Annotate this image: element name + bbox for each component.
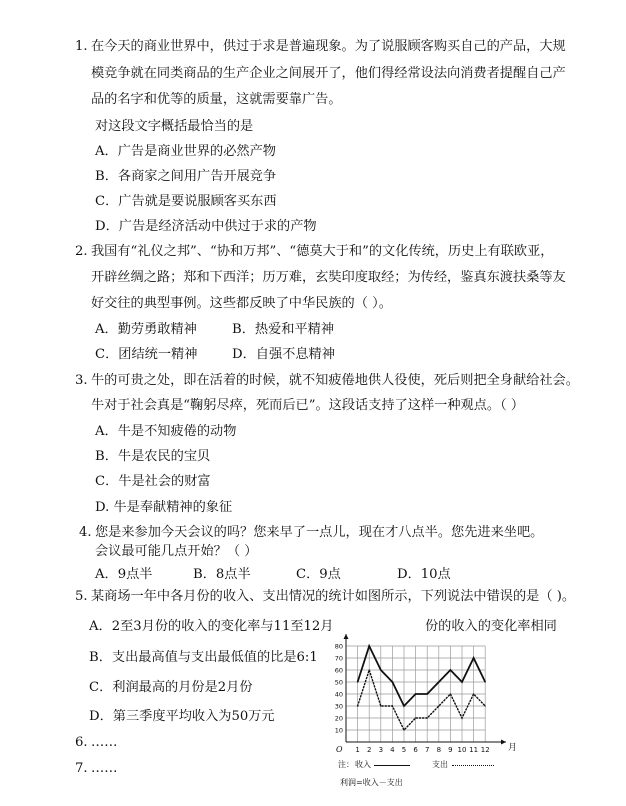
- q7-ellipsis: ……: [91, 761, 118, 776]
- q1-text-line-3: 品的名字和优等的质量，这就需要靠广告。: [91, 92, 342, 107]
- income-point-4: [392, 681, 393, 682]
- expense-point-9: [450, 693, 451, 694]
- q3-option-c[interactable]: C．牛是社会的财富: [95, 474, 211, 489]
- income-point-6: [415, 693, 416, 694]
- income-point-9: [450, 669, 451, 670]
- q1-text-line-1: 在今天的商业世界中，供过于求是普遍现象。为了说服顾客购买自己的产品，大规: [91, 39, 566, 54]
- y-tick-label-20: 20: [334, 714, 343, 723]
- expense-point-12: [485, 705, 486, 706]
- income-point-10: [461, 681, 462, 682]
- expense-series-line: [358, 670, 486, 730]
- x-axis-arrow: [501, 740, 506, 745]
- x-axis-label: 月: [508, 743, 518, 753]
- q2-option-c[interactable]: C．团结统一精神: [95, 347, 198, 362]
- q5-number: 5.: [75, 589, 88, 604]
- q1-option-c[interactable]: C．广告就是要说服顾客买东西: [95, 194, 277, 209]
- expense-point-8: [438, 705, 439, 706]
- expense-point-11: [473, 693, 474, 694]
- q1-option-d[interactable]: D．广告是经济活动中供过于求的产物: [95, 219, 317, 234]
- income-point-5: [403, 705, 404, 706]
- legend-expense-label: 支出: [432, 760, 448, 769]
- x-tick-label-8: 8: [436, 746, 442, 754]
- q5-option-c[interactable]: C．利润最高的月份是2月份: [89, 680, 253, 695]
- legend-income-label: 收入: [355, 760, 371, 769]
- legend-prefix: 注：: [338, 760, 354, 769]
- expense-point-5: [403, 729, 404, 730]
- income-point-7: [427, 693, 428, 694]
- income-series-line: [358, 646, 486, 706]
- x-tick-label-10: 10: [457, 746, 467, 754]
- income-point-11: [473, 657, 474, 658]
- chart-footnote: 利润=收入－支出: [340, 778, 403, 787]
- q2-text-line-1: 我国有“礼仪之邦”、“协和万邦”、“德莫大于和”的文化传统，历史上有联欧亚，: [91, 244, 554, 259]
- expense-point-3: [380, 705, 381, 706]
- x-tick-label-2: 2: [366, 746, 372, 754]
- q6-ellipsis: ……: [91, 735, 118, 750]
- x-tick-label-9: 9: [448, 746, 453, 754]
- income-point-12: [485, 681, 486, 682]
- q4-option-d[interactable]: D．10点: [397, 567, 451, 582]
- y-tick-label-30: 30: [334, 702, 343, 711]
- q1-text-line-2: 模竞争就在同类商品的生产企业之间展开了，他们得经常设法向消费者提醒自己产: [91, 66, 566, 81]
- q1-option-a[interactable]: A．广告是商业世界的必然产物: [95, 144, 276, 159]
- x-tick-label-5: 5: [401, 746, 407, 754]
- q2-number: 2.: [75, 244, 88, 259]
- q1-number: 1.: [75, 39, 88, 54]
- y-tick-label-60: 60: [334, 666, 343, 675]
- expense-point-2: [369, 669, 370, 670]
- q3-text-line-2: 牛对于社会真是“鞠躬尽瘁，死而后已”。这段话支持了这样一种观点。（ ）: [91, 398, 525, 413]
- q7-number: 7.: [75, 761, 88, 776]
- expense-point-4: [392, 705, 393, 706]
- income-point-1: [357, 681, 358, 682]
- y-tick-label-10: 10: [334, 726, 343, 735]
- q5-option-a-continued: 份的收入的变化率相同: [425, 619, 557, 634]
- q4-option-a[interactable]: A．9点半: [95, 567, 153, 582]
- q5-option-a[interactable]: A．2至3月份的收入的变化率与11至12月: [89, 619, 334, 634]
- x-tick-label-12: 12: [480, 746, 490, 754]
- q4-number: 4.: [79, 525, 92, 540]
- income-point-8: [438, 681, 439, 682]
- expense-point-1: [357, 705, 358, 706]
- q5-text-line-1: 某商场一年中各月份的收入、支出情况的统计如图所示，下列说法中错误的是（ )。: [91, 589, 576, 604]
- legend-expense-swatch: [452, 765, 494, 766]
- q4-option-c[interactable]: C．9点: [296, 567, 341, 582]
- x-tick-label-1: 1: [355, 746, 360, 754]
- q2-text-line-3: 好交往的典型事例。这些都反映了中华民族的（ ）。: [91, 296, 392, 311]
- income-point-3: [380, 669, 381, 670]
- x-tick-label-11: 11: [469, 746, 479, 754]
- q3-text-line-1: 牛的可贵之处，即在活着的时候，就不知疲倦地供人役使，死后则把全身献给社会。: [91, 373, 579, 388]
- q2-text-line-2: 开辟丝绸之路；郑和下西洋；历万难，玄奘印度取经；为传经，鉴真东渡扶桑等友: [91, 270, 566, 285]
- q3-option-b[interactable]: B．牛是农民的宝贝: [95, 449, 211, 464]
- y-tick-label-70: 70: [334, 654, 343, 663]
- expense-point-10: [461, 717, 462, 718]
- x-tick-label-4: 4: [390, 746, 395, 754]
- expense-point-6: [415, 717, 416, 718]
- y-tick-label-40: 40: [334, 690, 343, 699]
- q1-prompt: 对这段文字概括最恰当的是: [95, 119, 254, 134]
- q5-option-b[interactable]: B．支出最高值与支出最低值的比是6:1: [89, 650, 318, 665]
- x-tick-label-3: 3: [378, 746, 384, 754]
- q3-option-a[interactable]: A．牛是不知疲倦的动物: [95, 424, 237, 439]
- q3-number: 3.: [75, 373, 88, 388]
- y-tick-label-50: 50: [334, 678, 343, 687]
- origin-label: O: [336, 745, 343, 754]
- y-tick-label-80: 80: [334, 642, 343, 651]
- q4-text-line-1: 您是来参加今天会议的吗？您来早了一点儿，现在才八点半。您先进来坐吧。: [95, 525, 544, 540]
- q6-number: 6.: [75, 735, 88, 750]
- y-axis-arrow: [344, 634, 349, 639]
- q4-option-b[interactable]: B．8点半: [193, 567, 251, 582]
- income-point-2: [369, 645, 370, 646]
- q2-option-a[interactable]: A．勤劳勇敢精神: [95, 322, 197, 337]
- x-tick-label-7: 7: [424, 746, 430, 754]
- q2-option-d[interactable]: D．自强不息精神: [232, 347, 335, 362]
- q2-option-b[interactable]: B．热爱和平精神: [232, 322, 335, 337]
- x-tick-label-6: 6: [413, 746, 418, 754]
- q5-option-d[interactable]: D．第三季度平均收入为50万元: [89, 709, 275, 724]
- q3-option-d[interactable]: D. 牛是奉献精神的象征: [95, 500, 233, 515]
- expense-point-7: [427, 717, 428, 718]
- legend-income-swatch: [374, 765, 410, 766]
- q1-option-b[interactable]: B．各商家之间用广告开展竞争: [95, 169, 277, 184]
- q4-prompt: 会议最可能几点开始？（ ）: [95, 544, 258, 559]
